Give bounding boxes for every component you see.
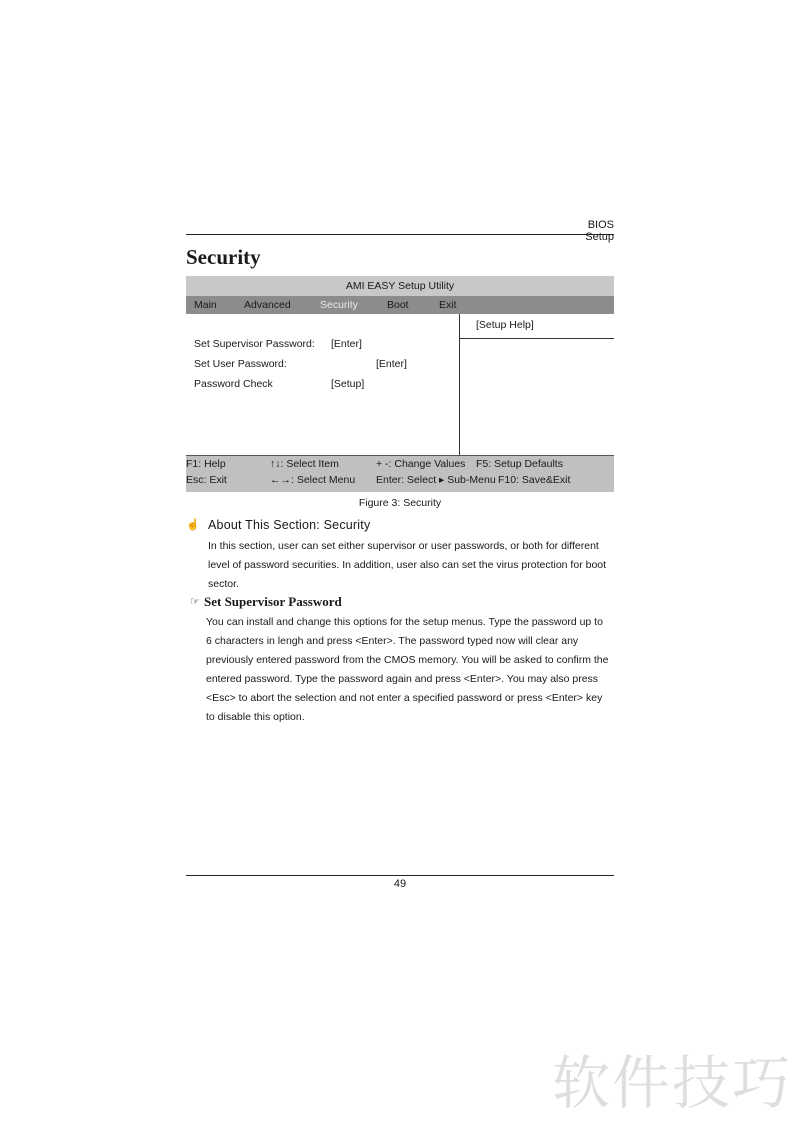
watermark: 软件技巧 xyxy=(551,1049,792,1117)
about-body: In this section, user can set either supervisor or user passwords, or both for different level of password securities. In addition, user also can set the virus protection for boot sector. xyxy=(208,540,607,590)
menu-main[interactable]: Main xyxy=(194,299,217,311)
footer-rule xyxy=(186,875,614,876)
key-f5-defaults: F5: Setup Defaults xyxy=(476,458,563,470)
header-rule xyxy=(186,234,614,235)
item-user-password-label[interactable]: Set User Password: xyxy=(194,358,287,370)
key-select-item: ↑↓: Select Item xyxy=(270,458,339,470)
hand-pointer-icon: ☝ xyxy=(186,519,200,531)
help-divider xyxy=(459,314,460,455)
bios-menu-bar xyxy=(186,296,614,314)
key-esc-exit: Esc: Exit xyxy=(186,474,227,486)
subsection-heading: Set Supervisor Password xyxy=(204,594,342,609)
help-rule xyxy=(460,338,614,339)
pointing-finger-icon: ☞ xyxy=(190,596,200,608)
page-number: 49 xyxy=(393,878,407,890)
key-f1-help: F1: Help xyxy=(186,458,226,470)
key-select-menu: ←→: Select Menu xyxy=(270,474,356,486)
key-change-values: + -: Change Values xyxy=(376,458,466,470)
figure-caption: Figure 3: Security xyxy=(358,497,442,509)
item-password-check-label[interactable]: Password Check xyxy=(194,378,273,390)
item-user-password-value[interactable]: [Enter] xyxy=(376,358,407,370)
menu-security[interactable]: Security xyxy=(320,299,358,311)
bios-title-bar: AMI EASY Setup Utility xyxy=(186,276,614,296)
menu-advanced[interactable]: Advanced xyxy=(244,299,291,311)
running-header: BIOS Setup xyxy=(585,219,614,243)
bios-body xyxy=(186,314,614,455)
item-supervisor-password-label[interactable]: Set Supervisor Password: xyxy=(194,338,315,350)
bios-key-legend xyxy=(186,455,614,492)
bios-screen-figure xyxy=(186,276,614,491)
key-f10-save-exit: F10: Save&Exit xyxy=(498,474,571,486)
subsection-body: You can install and change this options for the setup menus. Type the password up to 6 characters in lengh and press <Enter>. The password typed now will clear any previously entered password from the CMOS memory. You will be asked to confirm the entered password. Type the password again and press <Enter>. You may also press <Esc> to abort the selection and not enter a specified password or press <Enter> key to disable this option. xyxy=(206,616,609,723)
menu-boot[interactable]: Boot xyxy=(387,299,409,311)
about-heading: About This Section: Security xyxy=(208,518,371,532)
item-supervisor-password-value[interactable]: [Enter] xyxy=(331,338,362,350)
section-title: Security xyxy=(186,245,261,269)
setup-help-title: [Setup Help] xyxy=(476,319,534,331)
key-enter-submenu: Enter: Select ▸ Sub-Menu xyxy=(376,474,496,486)
menu-exit[interactable]: Exit xyxy=(439,299,457,311)
item-password-check-value[interactable]: [Setup] xyxy=(331,378,365,390)
